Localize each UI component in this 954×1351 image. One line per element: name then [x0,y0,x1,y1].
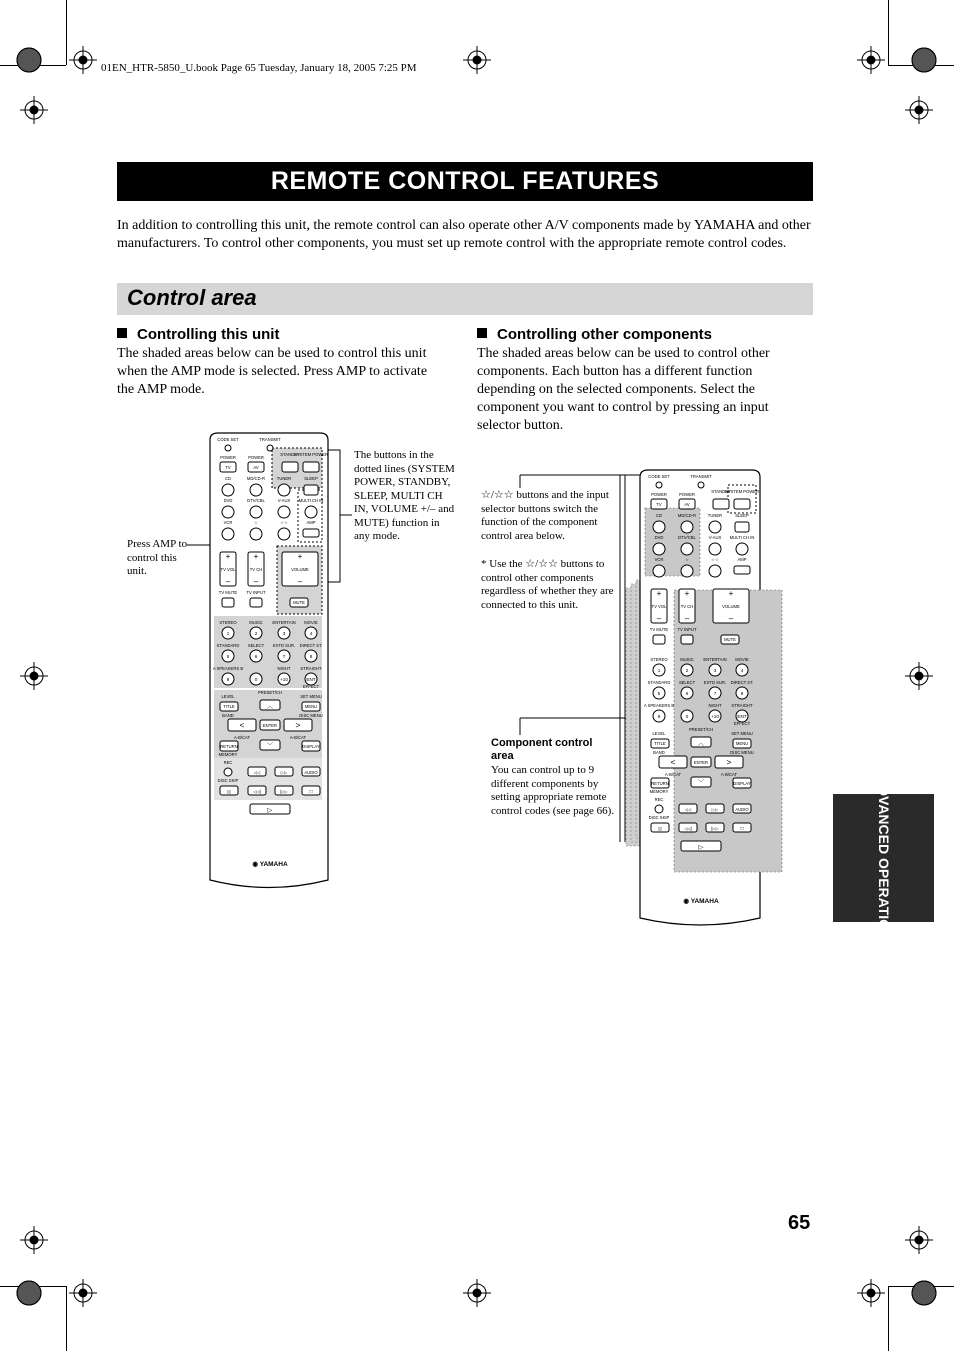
input-selector-label: DVD [654,535,664,540]
right-arrow-icon: > [726,757,732,767]
up-arrow-icon: ︿ [266,703,274,710]
minus-label: – [728,614,734,623]
input-selector-button[interactable] [709,521,721,533]
side-tab-label: ADVANCED OPERATION [875,775,892,941]
left-arrow-icon: < [239,720,245,730]
plus-label: + [684,589,690,598]
tv-label: TV [656,502,662,507]
plus-label: + [225,552,231,561]
number-label: 3 [282,631,286,636]
power-label: POWER [679,492,695,497]
number-label: 4 [740,668,744,673]
tv-label: TV [225,465,231,470]
input-selector-label: DVD [223,498,233,503]
previous-icon: ◁◁| [253,789,261,794]
sound-field-label: ENTERTAIN [703,657,727,662]
up-arrow-icon: ︿ [697,740,705,747]
input-selector-button[interactable] [653,543,665,555]
preset-ch-label: PRESET/CH [689,727,713,732]
sound-field-label: MUSIC [249,620,263,625]
number-label: ENT [306,677,316,682]
tv-mute-label: TV MUTE [649,627,669,632]
right-heading-text: Controlling other components [497,326,712,343]
menu-label: MENU [304,704,318,709]
stop-icon: □ [309,789,313,795]
disc-menu-label: DISC MENU [730,750,754,755]
sound-field-label: NIGHT [277,666,291,671]
minus-label: – [684,614,690,623]
standby-label: STANDBY [711,489,731,494]
plus-label: + [253,552,259,561]
down-arrow-icon: ﹀ [266,743,274,750]
number-label: 1 [657,668,661,673]
code-set-label: CODE SET [217,437,239,442]
rewind-icon: ◁◁ [684,807,692,812]
volume-label: VOLUME [291,567,309,572]
volume-label: VOLUME [722,604,740,609]
title-label: TITLE [223,704,235,709]
number-label: 3 [713,668,717,673]
sound-field-label: A SPEAKERS B [212,666,244,671]
tv-input-label: TV INPUT [677,627,697,632]
input-selector-label: CD [655,513,663,518]
left-arrow-icon: < [670,757,676,767]
input-selector-label: TUNER [707,513,723,518]
sound-field-label: NIGHT [708,703,722,708]
input-selector-button[interactable] [681,543,693,555]
input-selector-label: ☆☆ [711,557,719,562]
number-label: 2 [254,631,258,636]
page-number: 65 [788,1212,811,1234]
callout-dotted: The buttons in the dotted lines (SYSTEM POWER, STANDBY, SLEEP, MULTI CH IN, VOLUME +/– and MUTE) function in any mode. [354,449,455,542]
rewind-icon: ◁◁ [253,770,261,775]
component-body: You can control up to 9 different components by setting appropriate remote control codes (see page 66). [491,764,615,817]
sound-field-label: DIRECT ST. [299,643,323,648]
left-heading-text: Controlling this unit [137,326,280,343]
menu-label: MENU [735,741,749,746]
code-set-label: CODE SET [648,474,670,479]
number-label: 7 [713,691,717,696]
sound-field-label: SELECT [678,680,696,685]
disc-menu-label: DISC MENU [299,713,323,718]
input-selector-label: VCR [223,520,233,525]
power-label: POWER [248,455,264,460]
pause-icon: ▯▯ [657,826,663,831]
tv-input-label: TV INPUT [246,590,266,595]
level-label: LEVEL [221,694,235,699]
standby-label: STANDBY [280,452,300,457]
display-label: DISPLAY [302,744,320,749]
next-icon: |▷▷ [711,826,719,831]
sound-field-label: ENTERTAIN [272,620,296,625]
title-label: TITLE [654,741,666,746]
av-label: AV [253,465,259,470]
input-selector-label: DTV/CBL [678,535,696,540]
plus-label: + [656,589,662,598]
sound-field-label: STRAIGHT [300,666,322,671]
sound-field-label: EXTD SUR. [703,680,727,685]
sound-field-label: STRAIGHT [731,703,753,708]
tv-mute-button[interactable] [653,635,665,644]
standby-button[interactable] [713,499,729,509]
rec-label: REC [223,760,233,765]
effect-label: EFFECT [302,684,320,689]
input-selector-button[interactable] [681,565,693,577]
a-b-cat-label: A-B/CAT [289,735,307,740]
enter-label: ENTER [693,760,709,765]
sound-field-label: SELECT [247,643,265,648]
number-label: 9 [226,677,230,682]
input-selector-label: SLEEP [304,476,318,481]
tv-vol-label: TV VOL [220,567,236,572]
next-icon: |▷▷ [280,789,288,794]
left-body: The shaded areas below can be used to control this unit when the AMP mode is selected. Press AMP to activate the AMP mode. [117,346,428,397]
input-selector-label: MULTI CH IN [729,535,755,540]
input-selector-label: ☆☆ [280,520,288,525]
input-selector-label: CD [224,476,232,481]
fast-forward-icon: ▷▷ [280,770,288,775]
number-label: +10 [711,714,719,719]
intro-paragraph: In addition to controlling this unit, the remote control can also operate other A/V components made by YAMAHA and other manufacturers. To control other components, you must set up remote control with the appropriate remote control codes. [117,218,811,251]
input-selector-label: TUNER [276,476,292,481]
number-label: 0 [685,714,689,719]
input-selector-button[interactable] [681,521,693,533]
input-selector-label: AMP [737,557,747,562]
number-label: 8 [740,691,744,696]
a-b-cat-label: A-B/CAT [664,772,682,777]
number-label: 6 [254,654,258,659]
number-label: 5 [226,654,230,659]
sound-field-label: A SPEAKERS B [643,703,675,708]
input-selector-label: AMP [306,520,316,525]
callout-amp: Press AMP to control this unit. [127,538,188,577]
return-label: RETURN [220,744,238,749]
right-arrow-icon: > [295,720,301,730]
tv-vol-label: TV VOL [651,604,667,609]
transmit-indicator[interactable] [698,482,704,488]
tv-ch-label: TV CH [249,567,263,572]
pause-icon: ▯▯ [226,789,232,794]
stop-icon: □ [740,826,744,832]
side-tab [833,775,934,941]
input-selector-label: V-AUX [708,535,722,540]
sound-field-label: MOVIE [304,620,318,625]
minus-label: – [297,577,303,586]
section-title: Control area [127,285,257,310]
audio-label: AUDIO [735,807,749,812]
callout-star-note: * Use the ☆/☆☆ buttons to control other components regardless of whether they are connected to this unit. [481,558,614,611]
input-selector-label: MULTI CH IN [298,498,324,503]
band-label: BAND [222,713,234,718]
a-b-cat-label: A-B/CAT [720,772,738,777]
number-label: 1 [226,631,230,636]
plus-label: + [297,552,303,561]
minus-label: – [253,577,259,586]
yamaha-logo: ◉ YAMAHA [683,898,719,905]
input-selector-label: DTV/CBL [247,498,265,503]
sound-field-label: STANDARD [216,643,240,648]
callout-star: ☆/☆☆ buttons and the input selector buttons switch the function of the component control area below. [481,489,609,542]
page-title: REMOTE CONTROL FEATURES [270,167,660,195]
rec-button[interactable] [655,805,663,813]
input-selector-label: ☆ [254,520,258,525]
minus-label: – [656,614,662,623]
number-label: 7 [282,654,286,659]
sound-field-label: EXTD SUR. [272,643,296,648]
number-label: +10 [280,677,288,682]
set-menu-label: SET MENU [300,694,322,699]
input-selector-label: SLEEP [735,513,749,518]
disc-skip-label: DISC SKIP [648,815,670,820]
effect-label: EFFECT [733,721,751,726]
number-label: 0 [254,677,258,682]
input-selector-label: MD/CD-R [246,476,266,481]
input-selector-label: VCR [654,557,664,562]
set-menu-label: SET MENU [731,731,753,736]
number-label: 2 [685,668,689,673]
band-label: BAND [653,750,665,755]
transmit-label: TRANSMIT [259,437,281,442]
input-selector-label: V-AUX [277,498,291,503]
number-label: 4 [309,631,313,636]
memory-label: MEMORY [649,789,669,794]
input-selector-label: MD/CD-R [677,513,697,518]
mute-label: MUTE [724,637,736,642]
plus-label: + [728,589,734,598]
yamaha-logo: ◉ YAMAHA [252,861,288,868]
play-icon: ▷ [698,844,704,851]
av-label: AV [684,502,690,507]
enter-label: ENTER [262,723,278,728]
input-selector-button[interactable] [709,565,721,577]
transmit-label: TRANSMIT [690,474,712,479]
system-power-label: SYSTEM POWER [724,489,760,494]
number-label: 9 [657,714,661,719]
previous-icon: ◁◁| [684,826,692,831]
sound-field-label: STEREO [219,620,237,625]
disc-skip-label: DISC SKIP [217,778,239,783]
system-power-button[interactable] [734,499,750,509]
sound-field-label: STEREO [650,657,668,662]
file-header: 01EN_HTR-5850_U.book Page 65 Tuesday, January 18, 2005 7:25 PM [101,62,417,74]
amp-button[interactable] [734,566,750,574]
component-title: Component control area [491,737,593,762]
sound-field-label: STANDARD [647,680,671,685]
audio-label: AUDIO [304,770,318,775]
system-power-label: SYSTEM POWER [293,452,329,457]
code-set-button[interactable] [656,482,662,488]
input-selector-button[interactable] [653,565,665,577]
mute-label: MUTE [293,600,305,605]
power-label: POWER [651,492,667,497]
memory-label: MEMORY [218,752,238,757]
tv-input-button[interactable] [681,635,693,644]
tv-mute-label: TV MUTE [218,590,238,595]
return-label: RETURN [651,781,669,786]
sound-field-label: DIRECT ST. [730,680,754,685]
sleep-button[interactable] [735,522,749,532]
input-selector-button[interactable] [653,521,665,533]
number-label: 8 [309,654,313,659]
play-icon: ▷ [267,807,273,814]
right-body: The shaded areas below can be used to control other components. Each button has a different function depending on the selected components. Select the component you want to control by pressing an input selector button. [477,346,770,433]
power-label: POWER [220,455,236,460]
rec-label: REC [654,797,664,802]
tv-ch-label: TV CH [680,604,694,609]
input-selector-button[interactable] [709,543,721,555]
number-label: 5 [657,691,661,696]
a-b-cat-label: A-B/CAT [233,735,251,740]
number-label: ENT [737,714,747,719]
fast-forward-icon: ▷▷ [711,807,719,812]
preset-ch-label: PRESET/CH [258,690,282,695]
number-label: 6 [685,691,689,696]
sound-field-label: MUSIC [680,657,694,662]
display-label: DISPLAY [733,781,751,786]
down-arrow-icon: ﹀ [697,780,705,787]
level-label: LEVEL [652,731,666,736]
sound-field-label: MOVIE [735,657,749,662]
minus-label: – [225,577,231,586]
input-selector-label: ☆ [685,557,689,562]
input-selector-button[interactable] [736,543,748,555]
